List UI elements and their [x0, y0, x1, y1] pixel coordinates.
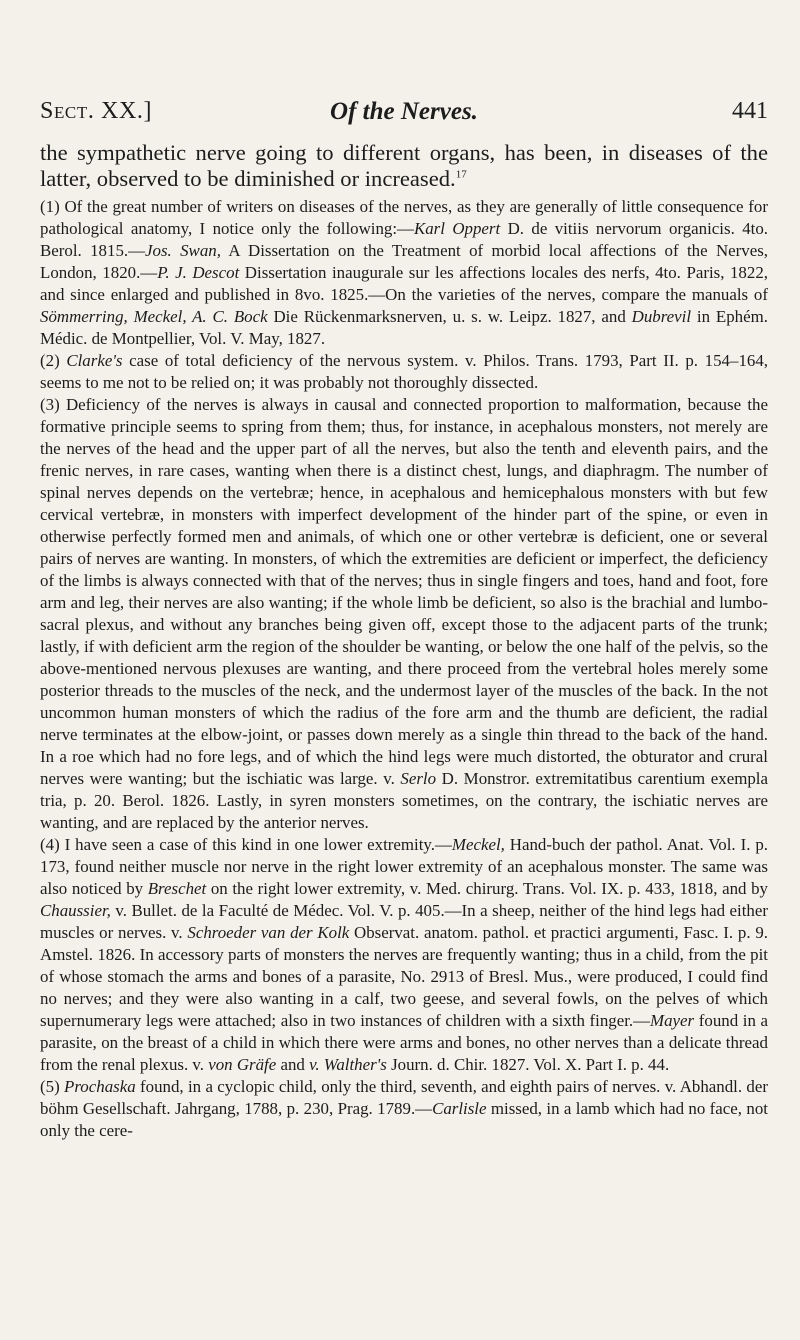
- notes-section: [40, 196, 768, 1142]
- note-text: D. Monstror. extremitatibus carentium exempla tria, p. 20. Berol. 1826. Lastly, in syren monsters sometimes, on the contrary, the ischiatic nerves are wanting, and are replaced by the anterior nerves.: [40, 769, 768, 832]
- note-text: (1) Of the great number of writers on diseases of the nerves, as they are generally of little consequence for pathological anatomy, I notice only the following:—: [40, 197, 768, 238]
- note-italic-text: Schroeder van der Kolk: [187, 923, 350, 942]
- note-text: D. de vitiis nervorum organicis. 4to. Berol. 1815.—: [40, 219, 768, 260]
- note-italic-text: Meckel,: [451, 835, 505, 854]
- note-text: (3) Deficiency of the nerves is always in causal and connected proportion to malformation, because the formative principle seems to spring from them; thus, for instance, in acephalous monsters, not merely are the nerves of the head and the upper part of all the nerves, but also the tenth and eleventh pairs, and the frenic nerves, in rare cases, wanting when there is a distinct chest, lungs, and diaphragm. The number of spinal nerves depends on the vertebræ; hence, in acephalous and hemicephalous monsters with but few cervical vertebræ, in monsters with imperfect development of the hinder part of the spine, or even in otherwise perfectly formed men and animals, of which one or other vertebræ is deficient, one or several pairs of nerves are wanting. In monsters, of which the extremities are deficient or imperfect, the deficiency of the limbs is always connected with that of the nerves; thus in single fingers and toes, hand and foot, fore arm and leg, their nerves are also wanting; if the whole limb be deficient, so also is the brachial and lumbo-sacral plexus, and without any branches being given off, except those to the adjacent parts of the trunk; lastly, if with deficient arm the region of the shoulder be wanting, or below the one half of the pelvis, so the above-mentioned nervous plexuses are wanting, and there proceed from the vertebral holes merely some posterior threads to the muscles of the neck, and the undermost layer of the muscles of the back. In the not uncommon human monsters of which the radius of the fore arm and the thumb are deficient, the radial nerve terminates at the elbow-joint, or passes down merely as a single thin thread to the back of the hand. In a roe which had no fore legs, and of which the hind legs were much distorted, the obturator and crural nerves were wanting; but the ischiatic was large. v.: [40, 395, 768, 788]
- note-2: [40, 350, 768, 394]
- note-4: [40, 834, 768, 1076]
- note-text: in Ephém. Médic. de Montpellier, Vol. V. May, 1827.: [40, 307, 768, 348]
- note-italic-text: v. Walther's: [309, 1055, 387, 1074]
- main-paragraph-text: the sympathetic nerve going to different organs, has been, in diseases of the latter, observed to be diminished or increased.: [40, 140, 768, 191]
- note-italic-text: von Gräfe: [208, 1055, 277, 1074]
- main-paragraph: [40, 140, 768, 192]
- note-text: A Dissertation on the Treatment of morbid local affections of the Nerves, London, 1820.—: [40, 241, 769, 282]
- note-italic-text: Jos. Swan,: [145, 241, 221, 260]
- note-text: (2): [40, 351, 67, 370]
- note-italic-text: Serlo: [400, 769, 437, 788]
- note-italic-text: Prochaska: [64, 1077, 136, 1096]
- note-text: on the right lower extremity, v. Med. chirurg. Trans. Vol. IX. p. 433, 1818, and by: [206, 879, 769, 898]
- section-label: Sect. XX.]: [40, 98, 153, 124]
- note-text: and: [276, 1055, 310, 1074]
- note-italic-text: P. J. Descot: [157, 263, 240, 282]
- note-italic-text: Mayer: [650, 1011, 695, 1030]
- page-body: [40, 140, 768, 1142]
- note-text: Die Rückenmarksnerven, u. s. w. Leipz. 1827, and: [267, 307, 632, 326]
- note-italic-text: Dubrevil: [631, 307, 692, 326]
- page-number: 441: [732, 98, 768, 124]
- note-text: Journ. d. Chir. 1827. Vol. X. Part I. p. 44.: [386, 1055, 670, 1074]
- note-italic-text: Breschet: [147, 879, 207, 898]
- note-text: missed, in a lamb which had no face, not only the cere-: [40, 1099, 768, 1140]
- note-italic-text: Karl Oppert: [413, 219, 501, 238]
- note-text: found, in a cyclopic child, only the third, seventh, and eighth pairs of nerves. v. Abhandl. der böhm Gesellschaft. Jahrgang, 1788, p. 230, Prag. 1789.—: [40, 1077, 768, 1118]
- note-italic-text: Clarke's: [66, 351, 123, 370]
- note-1: [40, 196, 768, 350]
- note-text: (4) I have seen a case of this kind in one lower extremity.—: [40, 835, 452, 854]
- running-head: [40, 98, 768, 134]
- note-italic-text: Carlisle: [432, 1099, 487, 1118]
- note-text: (5): [40, 1077, 65, 1096]
- note-5: [40, 1076, 768, 1142]
- note-text: case of total deficiency of the nervous system. v. Philos. Trans. 1793, Part II. p. 154–164, seems to me not to be relied on; it was probably not thoroughly dissected.: [40, 351, 769, 392]
- footnote-reference: 17: [455, 168, 467, 181]
- note-text: found in a parasite, on the breast of a child in which there were arms and bones, no other nerves than a delicate thread from the renal plexus. v.: [40, 1011, 768, 1074]
- page-title: Of the Nerves.: [330, 98, 478, 125]
- note-text: Observat. anatom. pathol. et practici argumenti, Fasc. I. p. 9. Amstel. 1826. In accessory parts of monsters the nerves are frequently wanting; thus in a child, from the pit of whose stomach the arms and bones of a parasite, No. 2913 of Bresl. Mus., were produced, I could find no nerves; and they were also wanting in a calf, two geese, and several fowls, on the pelves of which supernumerary legs were attached; also in two instances of children with a sixth finger.—: [40, 923, 768, 1030]
- note-text: Dissertation inaugurale sur les affections locales des nerfs, 4to. Paris, 1822, and since enlarged and published in 8vo. 1825.—On the varieties of the nerves, compare the manuals of: [40, 263, 768, 304]
- note-italic-text: Sömmerring, Meckel, A. C. Bock: [40, 307, 268, 326]
- note-3: [40, 394, 768, 834]
- note-text: v. Bullet. de la Faculté de Médec. Vol. V. p. 405.—In a sheep, neither of the hind legs had either muscles or nerves. v.: [40, 901, 768, 942]
- note-text: Hand-buch der pathol. Anat. Vol. I. p. 173, found neither muscle nor nerve in the right lower extremity of an acephalous monster. The same was also noticed by: [40, 835, 768, 898]
- note-italic-text: Chaussier,: [40, 901, 111, 920]
